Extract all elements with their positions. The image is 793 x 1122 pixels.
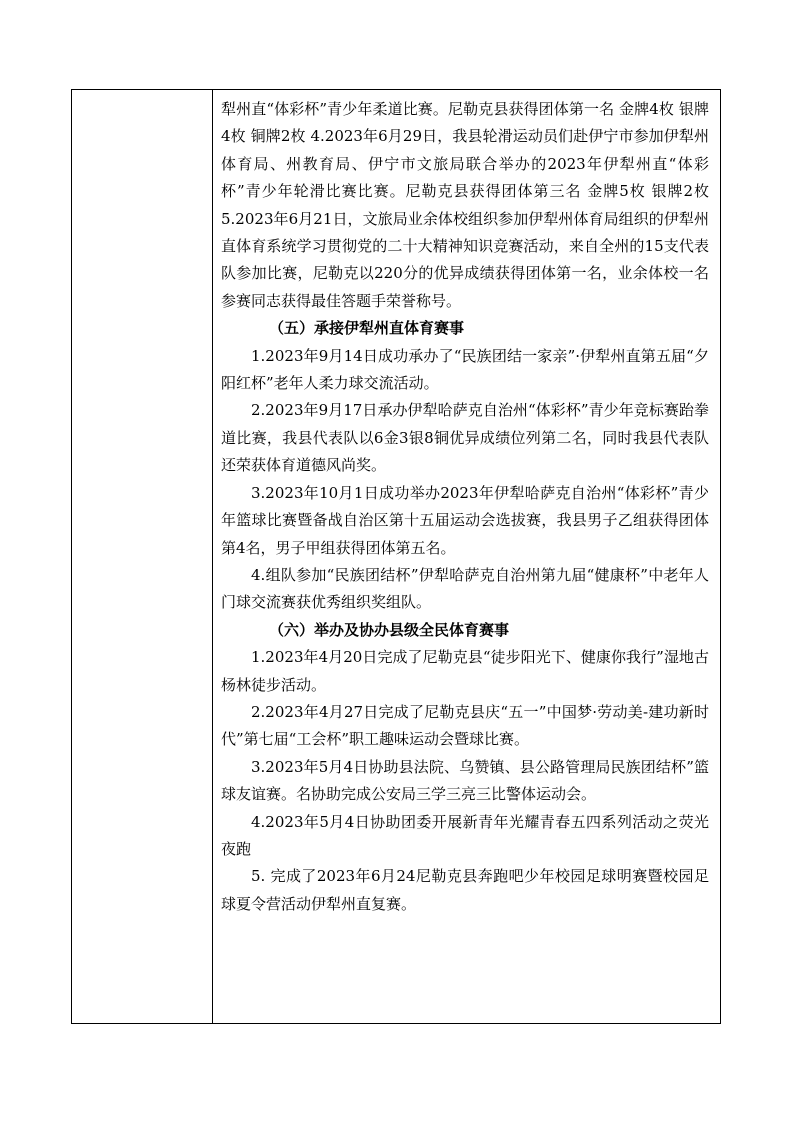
section5-item-1: 1.2023年9月14日成功承办了“民族团结一家亲”·伊犁州直第五届“夕阳红杯”老年人柔力球交流活动。 — [221, 346, 709, 393]
section-heading-6: （六）举办及协办县级全民体育赛事 — [269, 620, 510, 639]
section5-item-3: 3.2023年10月1日成功举办2023年伊犁哈萨克自治州“体彩杯”青少年篮球比赛暨备战自治区第十五届运动会选拔赛，我县男子乙组获得团体第4名，男子甲组获得团体第五名。 — [221, 483, 709, 557]
section6-item-3: 3.2023年5月4日协助县法院、乌赞镇、县公路管理局民族团结杯”篮球友谊赛。名协助完成公安局三学三亮三比警体运动会。 — [221, 757, 709, 804]
section5-item-4: 4.组队参加“民族团结杯”伊犁哈萨克自治州第九届“健康杯”中老年人门球交流赛获优秀组织奖组队。 — [221, 565, 709, 612]
section6-item-5: 5. 完成了2023年6月24尼勒克县奔跑吧少年校园足球明赛暨校园足球夏令营活动伊犁州直复赛。 — [221, 867, 709, 913]
section5-item-2: 2.2023年9月17日承办伊犁哈萨克自治州“体彩杯”青少年竞标赛跆拳道比赛，我县代表队以6金3银8铜优异成绩位列第二名，同时我县代表队还荣获体育道德风尚奖。 — [221, 401, 709, 475]
section6-item-2: 2.2023年4月27日完成了尼勒克县庆“五一”中国梦·劳动美-建功新时代”第七届“工会杯”职工趣味运动会暨球比赛。 — [221, 702, 709, 749]
section6-item-4: 4.2023年5月4日协助团委开展新青年光耀青春五四系列活动之荧光夜跑 — [221, 812, 709, 858]
section6-item-1: 1.2023年4月20日完成了尼勒克县“徒步阳光下、健康你我行”湿地古杨林徒步活动。 — [221, 648, 709, 694]
table-frame — [71, 89, 721, 1024]
intro-paragraph: 犁州直“体彩杯”青少年柔道比赛。尼勒克县获得团体第一名 金牌4枚 银牌4枚 铜牌2枚 4.2023年6月29日，我县轮滑运动员们赴伊宁市参加伊犁州体育局、州教育局、伊宁市文旅局联合举办的2023年伊犁州直“体彩杯”青少年轮滑比赛比赛。尼勒克县获得团体第三名 金牌5枚 银牌2枚 5.2023年6月21日，文旅局业余体校组织参加伊犁州体育局组织的伊犁州直体育系统学习贯彻党的二十大精神知识竞赛活动，来自全州的15支代表队参加比赛，尼勒克以220分的优异成绩获得团体第一名，业余体校一名参赛同志获得最佳答题手荣誉称号。 — [221, 100, 709, 310]
content-cell — [221, 96, 709, 918]
column-divider — [212, 90, 213, 1023]
section-heading-5: （五）承接伊犁州直体育赛事 — [269, 319, 465, 338]
